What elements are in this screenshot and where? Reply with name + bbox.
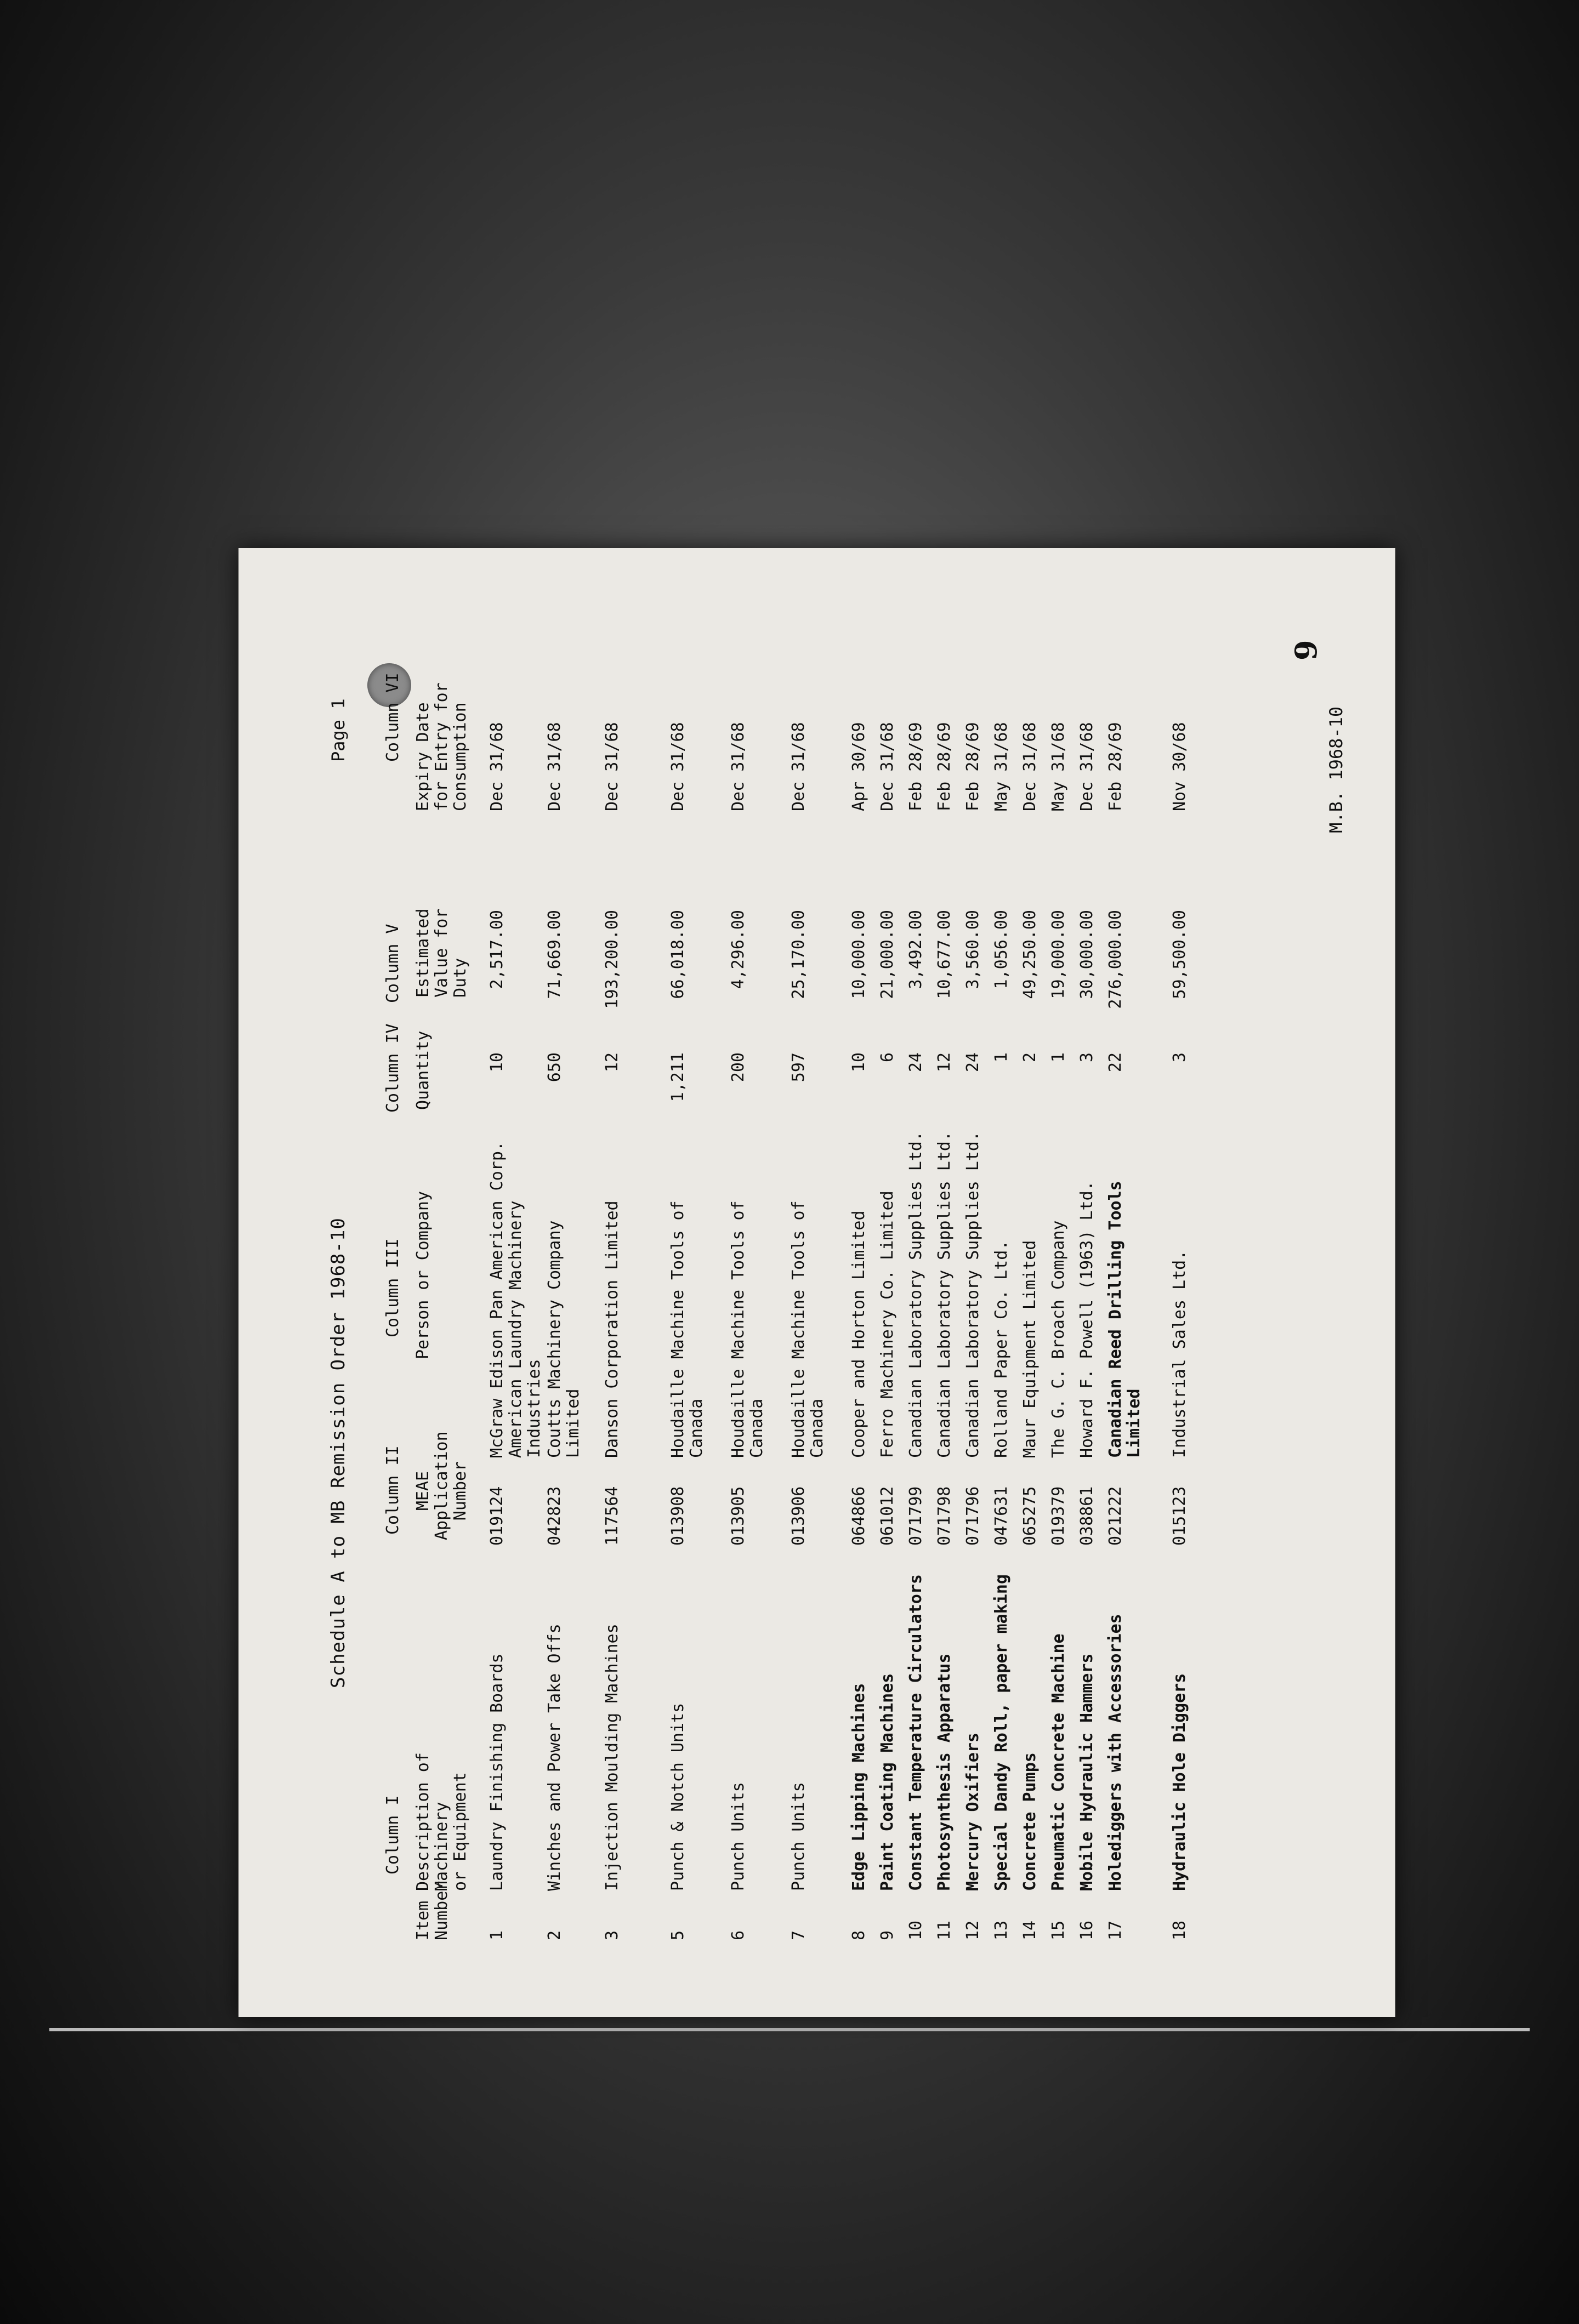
column-heading-1: Column I [383,1795,402,1875]
quantity: 1,211 [668,1052,688,1102]
expiry-date: Dec 31/68 [729,722,748,811]
description: Winches and Power Take Offs [545,1624,564,1891]
estimated-value: 193,200.00 [603,910,622,1009]
item-number: 1 [487,1930,507,1940]
expiry-date: Apr 30/69 [849,722,868,811]
application-number: 071798 [935,1486,954,1546]
person-company: Howard F. Powell (1963) Ltd. [1077,1181,1097,1458]
estimated-value: 71,669.00 [545,910,564,999]
item-number: 2 [545,1930,564,1940]
expiry-date: Dec 31/68 [1020,722,1040,811]
item-number: 11 [935,1920,954,1940]
person-company: McGraw Edison Pan American Corp. American Laundry Machinery Industries [487,1141,544,1458]
expiry-date: Dec 31/68 [668,722,688,811]
description: Holediggers with Accessories [1106,1614,1125,1891]
column-heading-2: Column II [383,1445,402,1535]
estimated-value: 10,000.00 [849,910,868,999]
expiry-date: Dec 31/68 [878,722,897,811]
person-company: Houdaille Machine Tools of Canada [668,1200,706,1458]
person-company: Rolland Paper Co. Ltd. [992,1240,1011,1458]
person-company: Canadian Laboratory Supplies Ltd. [935,1131,954,1458]
expiry-date: Feb 28/69 [963,722,982,811]
document-title: Schedule A to MB Remission Order 1968-10 [327,1217,349,1688]
header-expiry-date: Expiry Date for Entry for Consumption [413,682,470,811]
estimated-value: 3,560.00 [963,910,982,989]
estimated-value: 66,018.00 [668,910,688,999]
quantity: 3 [1077,1052,1097,1063]
estimated-value: 25,170.00 [789,910,808,999]
application-number: 071796 [963,1486,982,1546]
expiry-date: Nov 30/68 [1170,722,1189,811]
item-number: 9 [878,1930,897,1940]
description: Paint Coating Machines [878,1673,897,1891]
item-number: 16 [1077,1920,1097,1940]
description: Constant Temperature Circulators [906,1574,925,1891]
item-number: 18 [1170,1920,1189,1940]
scanner-frame-edge [49,2028,1530,2031]
application-number: 117564 [603,1486,622,1546]
estimated-value: 59,500.00 [1170,910,1189,999]
item-number: 14 [1020,1920,1040,1940]
expiry-date: Dec 31/68 [487,722,507,811]
item-number: 12 [963,1920,982,1940]
person-company: The G. C. Broach Company [1049,1220,1068,1458]
header-item-number: Item Number [413,1881,451,1940]
application-number: 071799 [906,1486,925,1546]
expiry-date: Dec 31/68 [545,722,564,811]
person-company: Canadian Reed Drilling Tools Limited [1106,1181,1144,1458]
quantity: 650 [545,1052,564,1083]
expiry-date: Feb 28/69 [1106,722,1125,811]
description: Concrete Pumps [1020,1752,1040,1891]
expiry-date: Dec 31/68 [603,722,622,811]
estimated-value: 49,250.00 [1020,910,1040,999]
quantity: 6 [878,1052,897,1063]
description: Special Dandy Roll, paper making [992,1574,1011,1891]
estimated-value: 21,000.00 [878,910,897,999]
description: Punch & Notch Units [668,1702,688,1891]
header-application-number: MEAE Application Number [413,1431,470,1540]
column-heading-3: Column III [383,1238,402,1337]
column-heading-4: Column IV [383,1023,402,1113]
person-company: Canadian Laboratory Supplies Ltd. [906,1131,925,1458]
person-company: Canadian Laboratory Supplies Ltd. [963,1131,982,1458]
estimated-value: 3,492.00 [906,910,925,989]
header-person-company: Person or Company [413,1191,433,1359]
item-number: 3 [603,1930,622,1940]
quantity: 22 [1106,1052,1125,1073]
estimated-value: 10,677.00 [935,910,954,999]
quantity: 2 [1020,1052,1040,1063]
item-number: 13 [992,1920,1011,1940]
person-company: Ferro Machinery Co. Limited [878,1191,897,1458]
item-number: 6 [729,1930,748,1940]
description: Photosynthesis Apparatus [935,1653,954,1891]
quantity: 10 [849,1052,868,1073]
quantity: 1 [1049,1052,1068,1063]
quantity: 12 [603,1052,622,1073]
description: Pneumatic Concrete Machine [1049,1633,1068,1891]
description: Hydraulic Hole Diggers [1170,1673,1189,1891]
person-company: Danson Corporation Limited [603,1200,622,1458]
quantity: 12 [935,1052,954,1073]
item-number: 17 [1106,1920,1125,1940]
description: Punch Units [729,1782,748,1891]
quantity: 597 [789,1052,808,1083]
footer-order-code: M.B. 1968-10 [1326,706,1347,833]
header-description: Description of Machinery or Equipment [413,1752,470,1891]
quantity: 10 [487,1052,507,1073]
estimated-value: 1,056.00 [992,910,1011,989]
person-company: Maur Equipment Limited [1020,1240,1040,1458]
description: Punch Units [789,1782,808,1891]
description: Mercury Oxifiers [963,1733,982,1891]
item-number: 5 [668,1930,688,1940]
application-number: 019124 [487,1486,507,1546]
item-number: 15 [1049,1920,1068,1940]
person-company: Cooper and Horton Limited [849,1210,868,1458]
estimated-value: 19,000.00 [1049,910,1068,999]
column-heading-5: Column V [383,924,402,1003]
application-number: 038861 [1077,1486,1097,1546]
description: Mobile Hydraulic Hammers [1077,1653,1097,1891]
page-number: 9 [1288,640,1324,660]
application-number: 047631 [992,1486,1011,1546]
estimated-value: 30,000.00 [1077,910,1097,999]
column-heading-6: Column VI [383,673,402,762]
application-number: 061012 [878,1486,897,1546]
estimated-value: 2,517.00 [487,910,507,989]
quantity: 24 [906,1052,925,1073]
person-company: Houdaille Machine Tools of Canada [729,1200,766,1458]
table-row [1171,548,1247,2017]
expiry-date: May 31/68 [1049,722,1068,811]
application-number: 065275 [1020,1486,1040,1546]
description: Edge Lipping Machines [849,1683,868,1891]
application-number: 013905 [729,1486,748,1546]
expiry-date: Feb 28/69 [906,722,925,811]
application-number: 021222 [1106,1486,1125,1546]
person-company: Coutts Machinery Company Limited [545,1220,583,1458]
application-number: 019379 [1049,1486,1068,1546]
description: Laundry Finishing Boards [487,1653,507,1891]
quantity: 3 [1170,1052,1189,1063]
person-company: Houdaille Machine Tools of Canada [789,1200,827,1458]
application-number: 015123 [1170,1486,1189,1546]
item-number: 8 [849,1930,868,1940]
quantity: 24 [963,1052,982,1073]
estimated-value: 276,000.00 [1106,910,1125,1009]
header-quantity: Quantity [413,1030,433,1110]
application-number: 064866 [849,1486,868,1546]
expiry-date: Dec 31/68 [1077,722,1097,811]
application-number: 013908 [668,1486,688,1546]
expiry-date: May 31/68 [992,722,1011,811]
description: Injection Moulding Machines [603,1624,622,1891]
expiry-date: Feb 28/69 [935,722,954,811]
application-number: 013906 [789,1486,808,1546]
estimated-value: 4,296.00 [729,910,748,989]
page-label: Page 1 [328,698,349,762]
header-estimated-value: Estimated Value for Duty [413,908,470,998]
schedule-table [238,548,1395,2017]
quantity: 200 [729,1052,748,1083]
document-page [238,548,1395,2017]
person-company: Industrial Sales Ltd. [1170,1250,1189,1458]
rotated-document-content [238,548,1395,2017]
quantity: 1 [992,1052,1011,1063]
item-number: 10 [906,1920,925,1940]
expiry-date: Dec 31/68 [789,722,808,811]
application-number: 042823 [545,1486,564,1546]
item-number: 7 [789,1930,808,1940]
